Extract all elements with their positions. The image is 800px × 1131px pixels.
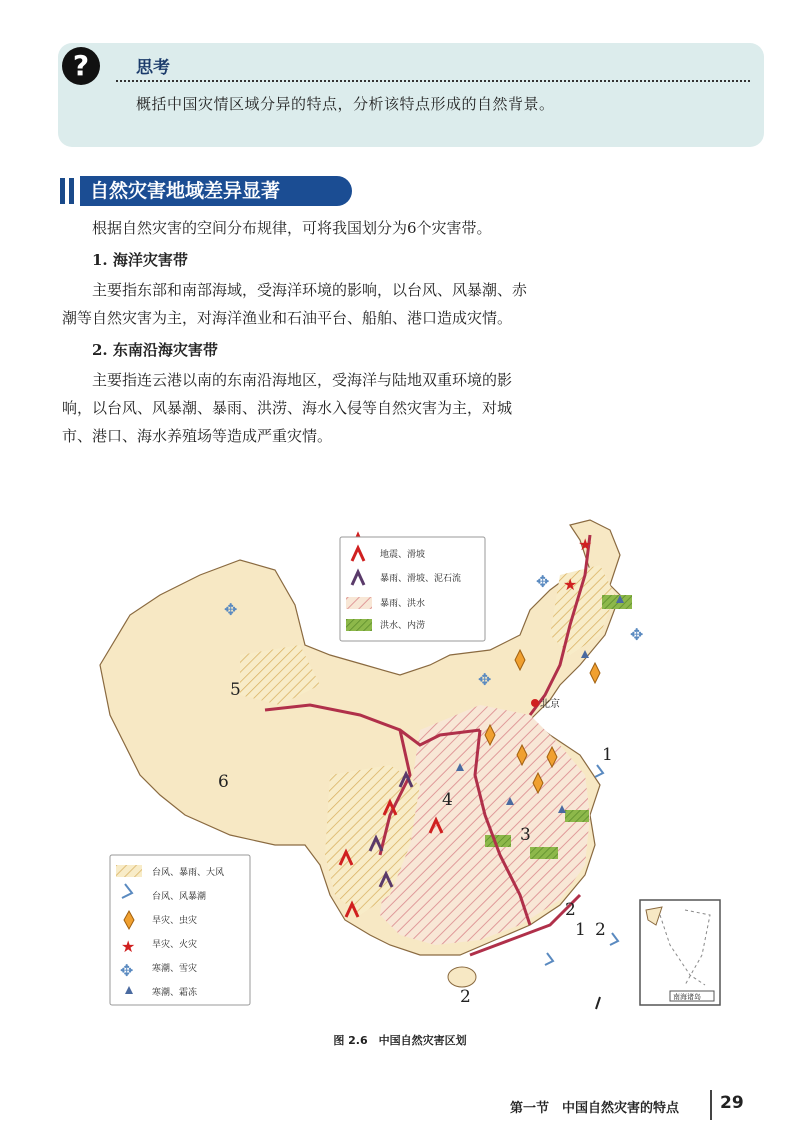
legend-green-hatch-icon (346, 619, 372, 631)
legend-snowflake-icon: ✥ (120, 961, 134, 980)
legend-bottom-label: 台风、暴雨、大风 (152, 868, 225, 878)
dotted-divider (116, 80, 750, 82)
intro-paragraph: 根据自然灾害的空间分布规律，可将我国划分为6个灾害带。 (92, 219, 492, 237)
legend-bottom-label: 旱灾、火灾 (152, 940, 198, 950)
footer-divider (710, 1090, 712, 1120)
orange-diamond-icon (590, 663, 600, 683)
subheading-marine: 1. 海洋灾害带 (92, 251, 188, 269)
typhoon-icon (610, 933, 618, 945)
legend-bottom-label: 寒潮、霜冻 (152, 988, 198, 998)
legend-top-label: 洪水、内涝 (380, 621, 426, 631)
think-title: 思考 (136, 58, 170, 78)
red-star-icon: ★ (578, 535, 593, 554)
flood-patch (565, 810, 589, 822)
flood-patch (485, 835, 511, 847)
legend-top-label: 暴雨、洪水 (380, 599, 426, 609)
heading-stripe (60, 178, 65, 204)
typhoon-icon (595, 765, 603, 777)
footer-section-label: 第一节 中国自然灾害的特点 (510, 1101, 680, 1116)
think-question: 概括中国灾情区域分异的特点，分析该特点形成的自然背景。 (136, 95, 555, 113)
legend-red-star-icon: ★ (121, 937, 136, 956)
figure-caption: 图 2.6 中国自然灾害区划 (333, 1034, 467, 1047)
snowflake-icon: ✥ (478, 670, 492, 689)
legend-bottom-label: 寒潮、雪灾 (152, 964, 198, 974)
body-text (62, 214, 532, 450)
page-number: 29 (720, 1093, 744, 1113)
legend-top (340, 537, 485, 641)
capital-marker (531, 699, 539, 707)
legend-bottom (110, 855, 250, 1005)
zone-label-2-hainan: 2 (460, 987, 471, 1007)
think-box (58, 43, 764, 147)
typhoon-icon (545, 953, 553, 965)
legend-bottom-label: 台风、风暴潮 (152, 892, 207, 902)
map-svg (90, 515, 740, 1020)
zone-label-5: 5 (230, 680, 241, 700)
disaster-zone-map (90, 515, 740, 1020)
zone-label-3: 3 (520, 825, 531, 845)
heading-stripe (69, 178, 74, 204)
snowflake-icon: ✥ (224, 600, 238, 619)
snowflake-icon: ✥ (630, 625, 644, 644)
flood-patch (530, 847, 558, 859)
section-heading-bar (60, 176, 352, 206)
zone-label-2: 2 (565, 900, 576, 920)
section-heading: 自然灾害地域差异显著 (80, 176, 352, 206)
zone-label-1-south: 1 (575, 920, 586, 940)
zone-label-1: 1 (602, 745, 613, 765)
legend-bottom-label: 旱灾、虫灾 (152, 916, 198, 926)
legend-yellow-hatch-icon (116, 865, 142, 877)
red-star-icon: ★ (563, 575, 578, 594)
legend-top-label: 地震、滑坡 (380, 550, 426, 560)
question-icon: ? (62, 47, 100, 85)
snowflake-icon: ✥ (536, 572, 550, 591)
zone-label-6: 6 (218, 772, 229, 792)
hainan-island (448, 967, 476, 987)
paragraph-southeast: 主要指连云港以南的东南沿海地区，受海洋与陆地双重环境的影响，以台风、风暴潮、暴雨、洪涝、海水入侵等自然灾害为主，对城市、港口、海水养殖场等造成严重灾情。 (62, 371, 513, 445)
zone-label-4: 4 (442, 790, 453, 810)
capital-label: 北京 (540, 699, 560, 710)
islands-marker (596, 997, 600, 1009)
south-china-sea-inset (640, 900, 720, 1005)
paragraph-marine: 主要指东部和南部海域，受海洋环境的影响，以台风、风暴潮、赤潮等自然灾害为主，对海洋渔业和石油平台、船舶、港口造成灾情。 (62, 281, 528, 327)
zone-label-2-south: 2 (595, 920, 606, 940)
legend-top-label: 暴雨、滑坡、泥石流 (380, 574, 462, 584)
subheading-southeast: 2. 东南沿海灾害带 (92, 341, 218, 359)
think-header (58, 47, 764, 83)
legend-pink-hatch-icon (346, 597, 372, 609)
inset-label: 南海诸岛 (673, 993, 701, 1001)
